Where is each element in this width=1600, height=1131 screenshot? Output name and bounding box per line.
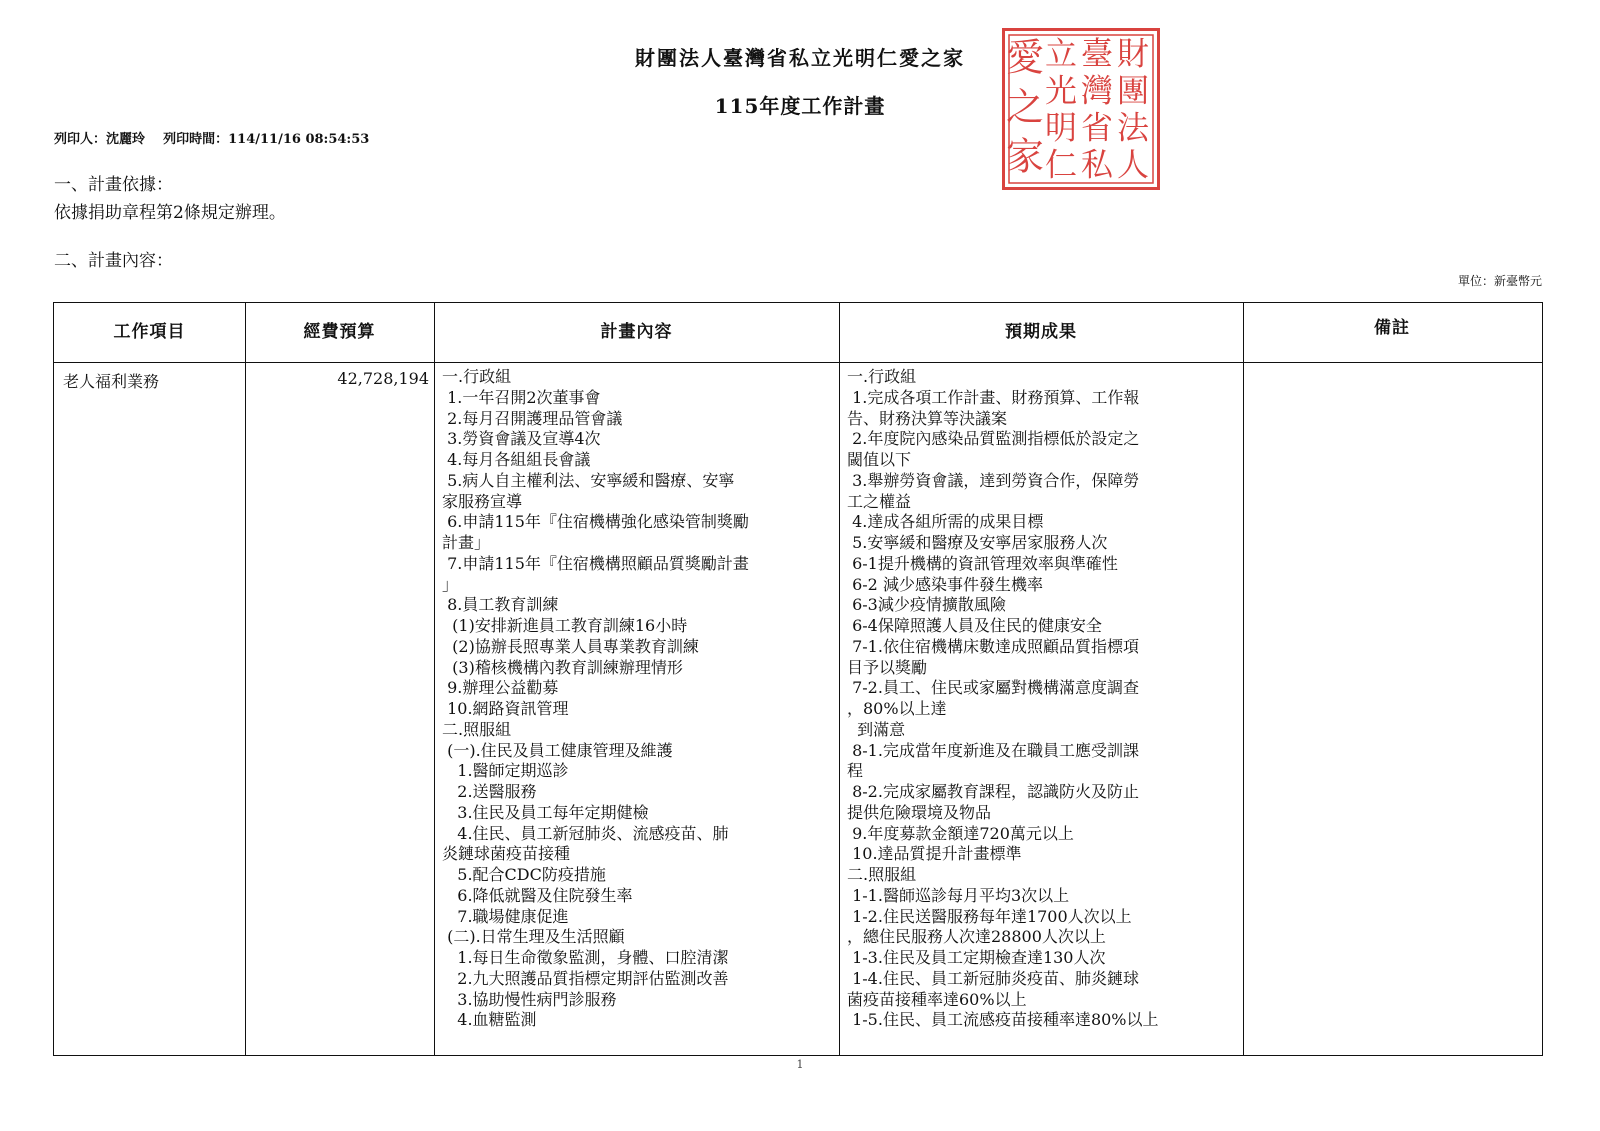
- seal-character: 團: [1116, 71, 1150, 110]
- plan-content-line: 4.血糖監測: [442, 1010, 537, 1030]
- plan-content-line: 8.員工教育訓練: [442, 595, 559, 615]
- expected-outcome-line: 1-1.醫師巡診每月平均3次以上: [847, 885, 1070, 905]
- expected-outcome-line: 閾值以下: [847, 450, 912, 469]
- seal-character: 省: [1080, 108, 1114, 147]
- section-basis-heading: 一、計畫依據：: [54, 175, 173, 195]
- plan-content-line: 一.行政組: [442, 367, 512, 386]
- plan-content-line: (3)稽核機構內教育訓練辦理情形: [442, 657, 683, 677]
- plan-content-line: 1.每日生命徵象監測，身體、口腔清潔: [442, 948, 729, 967]
- header-work-item: 工作項目: [113, 322, 186, 342]
- seal-character: 之: [1005, 85, 1045, 129]
- plan-content-line: 1.一年召開2次董事會: [442, 387, 601, 407]
- section-basis-text: 依據捐助章程第2條規定辦理。: [54, 203, 286, 223]
- expected-outcome-line: 9.年度募款金額達720萬元以上: [847, 823, 1074, 843]
- expected-outcome-line: 8-2.完成家屬教育課程，認識防火及防止: [847, 782, 1139, 801]
- column-divider: [245, 303, 246, 1055]
- plan-content-line: 計畫」: [442, 533, 491, 552]
- seal-character: 人: [1116, 145, 1150, 184]
- header-divider: [54, 362, 1542, 363]
- seal-character: 明: [1044, 108, 1078, 147]
- organization-name: 財團法人臺灣省私立光明仁愛之家: [635, 46, 965, 70]
- expected-outcome-line: 目予以獎勵: [847, 657, 928, 677]
- expected-outcome-line: 6-4保障照護人員及住民的健康安全: [847, 616, 1102, 635]
- seal-character: 仁: [1044, 145, 1078, 184]
- expected-outcome-line: 10.達品質提升計畫標準: [847, 844, 1022, 864]
- expected-outcome-line: 7-1.依住宿機構床數達成照顧品質指標項: [847, 636, 1139, 656]
- plan-content-line: 10.網路資訊管理: [442, 699, 569, 718]
- header-remarks: 備註: [1374, 318, 1410, 338]
- plan-content-line: 6.降低就醫及住院發生率: [442, 885, 633, 905]
- column-divider: [1243, 303, 1244, 1055]
- plan-content-line: (二).日常生理及生活照顧: [442, 927, 625, 947]
- expected-outcome-line: 6-3減少疫情擴散風險: [847, 595, 1006, 615]
- plan-content-line: 2.九大照護品質指標定期評估監測改善: [442, 968, 729, 988]
- expected-outcome-line: 1.完成各項工作計畫、財務預算、工作報: [847, 387, 1140, 407]
- column-divider: [434, 303, 435, 1055]
- expected-outcome-line: 1-2.住民送醫服務每年達1700人次以上: [847, 906, 1132, 926]
- expected-outcome-line: 菌疫苗接種率達60%以上: [847, 989, 1027, 1009]
- plan-content-line: 4.每月各組組長會議: [442, 450, 591, 469]
- header-plan-content: 計畫內容: [600, 322, 673, 342]
- plan-content-line: 炎鏈球菌疫苗接種: [442, 844, 571, 864]
- expected-outcome-line: 6-1提升機構的資訊管理效率與準確性: [847, 553, 1118, 573]
- plan-content-line: 7.職場健康促進: [442, 906, 569, 926]
- page-number: 1: [796, 1058, 804, 1071]
- seal-character: 家: [1005, 134, 1045, 179]
- plan-content-line: 6.申請115年『住宿機構強化感染管制獎勵: [442, 512, 749, 532]
- seal-character: 財: [1116, 34, 1150, 73]
- expected-outcome-line: 6-2 減少感染事件發生機率: [847, 574, 1043, 594]
- plan-content-line: 9.辦理公益勸募: [442, 678, 559, 698]
- seal-character: 法: [1116, 108, 1150, 147]
- expected-outcome-line: 1-3.住民及員工定期檢查達130人次: [847, 948, 1106, 967]
- plan-content-line: 7.申請115年『住宿機構照顧品質獎勵計畫: [442, 553, 749, 573]
- plan-content-lines: [442, 367, 749, 1031]
- expected-outcome-line: 提供危險環境及物品: [847, 802, 992, 822]
- header-expected-outcome: 預期成果: [1005, 322, 1077, 342]
- print-info: 列印人：沈麗玲 列印時間：114/11/16 08:54:53: [54, 132, 370, 147]
- cell-plan-content: [442, 367, 749, 1031]
- expected-outcome-line: 二.照服組: [847, 865, 917, 884]
- seal-character: 光: [1044, 71, 1078, 110]
- plan-content-line: (一).住民及員工健康管理及維護: [442, 740, 673, 760]
- expected-outcome-line: ，總住民服務人次達28800人次以上: [847, 927, 1106, 947]
- expected-outcome-line: 工之權益: [847, 491, 912, 511]
- expected-outcome-line: 程: [847, 761, 864, 781]
- seal-character: 私: [1080, 145, 1114, 184]
- plan-content-line: 5.配合CDC防疫措施: [442, 865, 606, 884]
- expected-outcome-line: 5.安寧緩和醫療及安寧居家服務人次: [847, 533, 1108, 552]
- header-budget: 經費預算: [303, 322, 376, 342]
- expected-outcome-line: 告、財務決算等決議案: [847, 408, 1008, 428]
- plan-content-line: 4.住民、員工新冠肺炎、流感疫苗、肺: [442, 823, 729, 843]
- plan-content-line: 5.病人自主權利法、安寧緩和醫療、安寧: [442, 470, 735, 490]
- column-divider: [839, 303, 840, 1055]
- plan-content-line: (2)協辦長照專業人員專業教育訓練: [442, 636, 699, 656]
- expected-outcome-line: 1-5.住民、員工流感疫苗接種率達80%以上: [847, 1010, 1159, 1030]
- plan-content-line: 3.勞資會議及宣導4次: [442, 429, 601, 449]
- seal-graphic: [1005, 31, 1157, 187]
- seal-character: 灣: [1080, 71, 1114, 110]
- work-plan-table: [53, 302, 1543, 1056]
- expected-outcome-line: 4.達成各組所需的成果目標: [847, 512, 1044, 532]
- seal-character: 愛: [1005, 35, 1045, 80]
- expected-outcome-line: ，80%以上達: [847, 699, 947, 718]
- section-content-heading: 二、計畫內容：: [54, 251, 173, 271]
- plan-content-line: 1.醫師定期巡診: [442, 761, 569, 781]
- plan-content-line: 3.協助慢性病門診服務: [442, 989, 617, 1009]
- plan-content-line: (1)安排新進員工教育訓練16小時: [442, 616, 688, 635]
- plan-title: 115年度工作計畫: [714, 94, 886, 118]
- expected-outcome-line: 3.舉辦勞資會議，達到勞資合作，保障勞: [847, 470, 1140, 490]
- expected-outcome-line: 8-1.完成當年度新進及在職員工應受訓課: [847, 740, 1139, 760]
- expected-outcome-line: 一.行政組: [847, 367, 917, 386]
- plan-content-line: 2.送醫服務: [442, 782, 537, 801]
- plan-content-line: 家服務宣導: [442, 491, 523, 511]
- plan-content-line: 二.照服組: [442, 719, 512, 739]
- expected-outcome-line: 到滿意: [847, 719, 906, 739]
- expected-outcome-lines: [847, 367, 1159, 1031]
- expected-outcome-line: 7-2.員工、住民或家屬對機構滿意度調查: [847, 678, 1139, 698]
- plan-content-line: 3.住民及員工每年定期健檢: [442, 802, 649, 822]
- seal-character: 臺: [1080, 34, 1114, 73]
- expected-outcome-line: 2.年度院內感染品質監測指標低於設定之: [847, 429, 1140, 449]
- official-seal: [1002, 28, 1160, 190]
- cell-expected-outcome: [847, 367, 1159, 1031]
- cell-work-item: 老人福利業務: [63, 372, 160, 391]
- expected-outcome-line: 1-4.住民、員工新冠肺炎疫苗、肺炎鏈球: [847, 968, 1139, 988]
- seal-character: 立: [1044, 34, 1078, 73]
- cell-budget: 42,728,194: [337, 369, 429, 388]
- plan-content-line: 」: [442, 574, 459, 594]
- plan-content-line: 2.每月召開護理品管會議: [442, 408, 623, 428]
- currency-unit-label: 單位：新臺幣元: [1457, 274, 1542, 288]
